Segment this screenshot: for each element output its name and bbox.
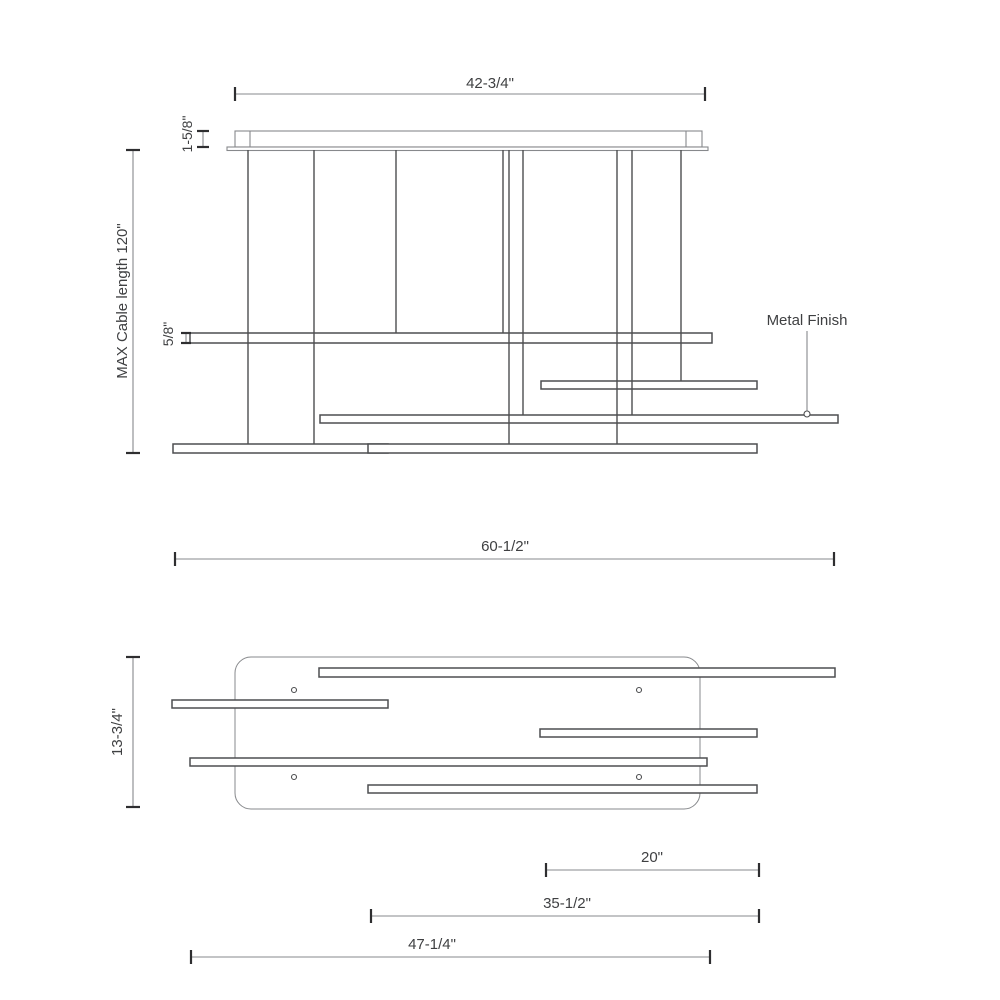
- dim-label-canopy-width: 42-3/4": [466, 75, 514, 92]
- light-bar-upper-right: [541, 381, 757, 389]
- side-view: [114, 75, 847, 453]
- canopy-body: [235, 131, 702, 147]
- cable-mount-hole: [292, 688, 297, 693]
- dim-bar-short: [546, 849, 759, 877]
- finish-callout: [767, 312, 848, 417]
- dim-label-bar-mid: 35-1/2": [543, 895, 591, 912]
- dim-bar-mid: [371, 895, 759, 923]
- dim-label-max-cable: MAX Cable length 120": [114, 223, 131, 379]
- dim-label-canopy-height: 1-5/8": [179, 115, 195, 153]
- dim-canopy-height: [179, 116, 209, 153]
- finish-anchor-dot: [804, 411, 810, 417]
- dim-label-body-depth: 13-3/4": [109, 708, 126, 756]
- suspension-cables: [248, 150, 681, 444]
- light-bar-long: [320, 415, 838, 423]
- canopy-baseplate: [227, 147, 708, 151]
- cable-mount-hole: [637, 688, 642, 693]
- dim-overall-width: [175, 538, 834, 566]
- plan-bar-bottom: [368, 785, 757, 793]
- light-bar-bottom-left: [173, 444, 388, 453]
- dim-label-bar-short: 20": [640, 849, 664, 866]
- dim-label-overall-width: 60-1/2": [481, 538, 529, 555]
- plan-bar-lower-long: [190, 758, 707, 766]
- dim-label-bar-thickness: 5/8": [160, 321, 176, 347]
- dim-canopy-width: [235, 75, 705, 101]
- dim-bar-long: [191, 936, 710, 964]
- plan-bar-upper-left: [172, 700, 388, 708]
- canopy: [227, 131, 708, 151]
- dim-max-cable: [114, 150, 140, 453]
- plan-bar-center-right: [540, 729, 757, 737]
- finish-label: Metal Finish: [766, 312, 848, 329]
- cable-mount-hole: [292, 775, 297, 780]
- light-bar-middle: [190, 333, 712, 343]
- plan-bar-top: [319, 668, 835, 677]
- light-bar-bottom-right: [368, 444, 757, 453]
- plan-view: [109, 657, 835, 964]
- cable-mount-hole: [637, 775, 642, 780]
- dim-bar-thickness: [160, 322, 191, 346]
- dim-body-depth: [109, 657, 140, 807]
- dim-label-bar-long: 47-1/4": [408, 936, 456, 953]
